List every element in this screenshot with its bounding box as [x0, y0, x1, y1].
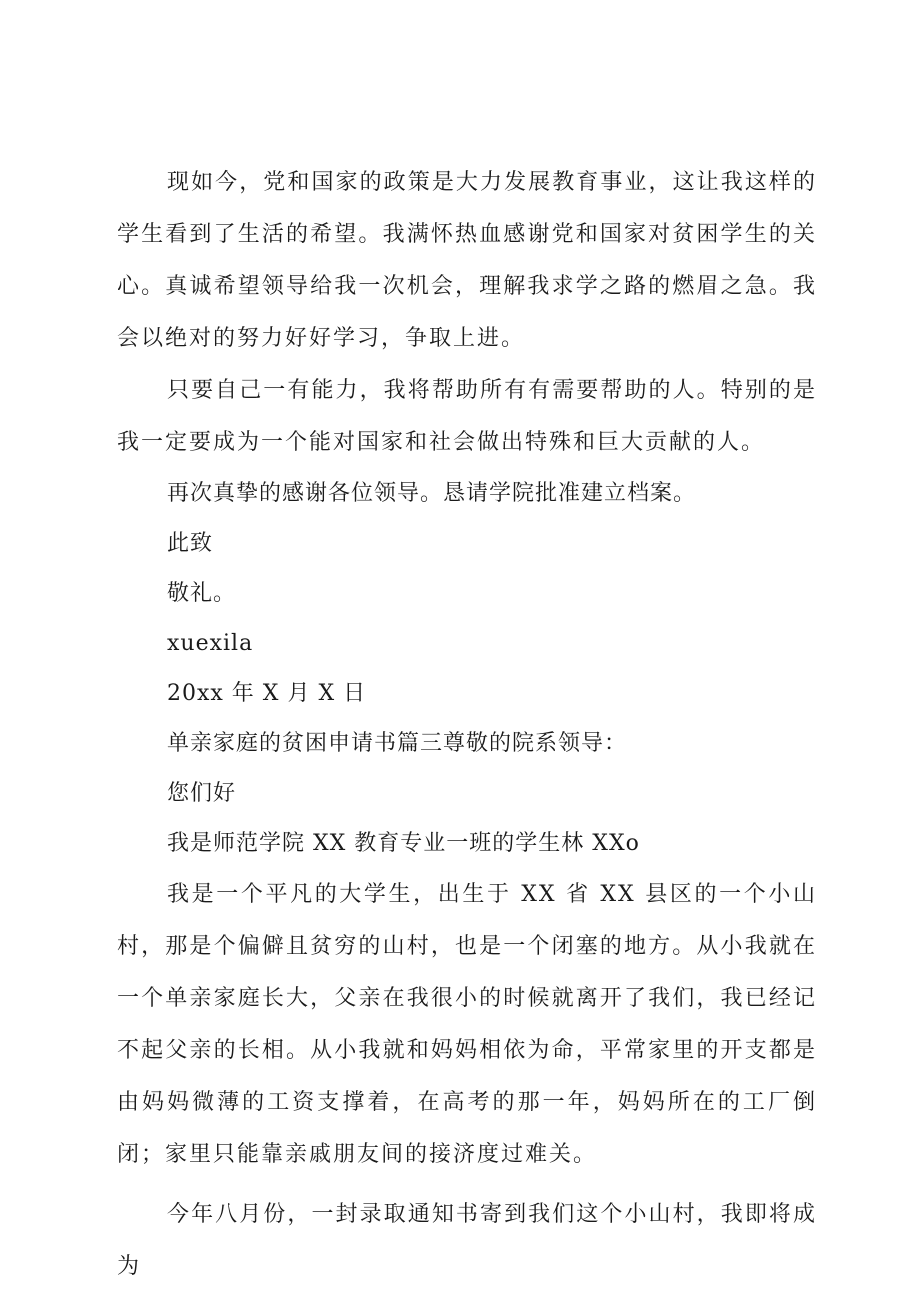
paragraph-ability: 只要自己一有能力，我将帮助所有有需要帮助的人。特别的是我一定要成为一个能对国家和社会做出特殊和巨大贡献的人。 — [117, 378, 817, 455]
intro-line: 我是师范学院 XX 教育专业一班的学生林 XXo — [167, 831, 640, 856]
paragraph-policy: 现如今，党和国家的政策是大力发展教育事业，这让我这样的学生看到了生活的希望。我满怀热血感谢党和国家对贫困学生的关心。真诚希望领导给我一次机会，理解我求学之路的燃眉之急。我会以绝对的努力好好学习，争取上进。 — [117, 170, 817, 351]
section-title: 单亲家庭的贫困申请书篇三尊敬的院系领导： — [167, 731, 628, 756]
date-line: 20xx 年 X 月 X 日 — [167, 681, 367, 706]
greeting: 您们好 — [167, 781, 237, 806]
closing-respect: 敬礼。 — [167, 581, 237, 606]
closing-salutation: 此致 — [167, 531, 214, 556]
signature: xuexila — [167, 631, 254, 656]
thanks-line: 再次真挚的感谢各位领导。恳请学院批准建立档案。 — [167, 481, 697, 506]
document-page — [117, 157, 817, 1293]
paragraph-background: 我是一个平凡的大学生，出生于 XX 省 XX 县区的一个小山村，那是个偏僻且贫穷的山村，也是一个闭塞的地方。从小我就在一个单亲家庭长大，父亲在我很小的时候就离开了我们，我已经记不起父亲的长相。从小我就和妈妈相依为命，平常家里的开支都是由妈妈微薄的工资支撑着，在高考的那一年，妈妈所在的工厂倒闭；家里只能靠亲戚朋友间的接济度过难关。 — [117, 882, 817, 1167]
paragraph-admission: 今年八月份，一封录取通知书寄到我们这个小山村，我即将成为 — [117, 1202, 817, 1279]
